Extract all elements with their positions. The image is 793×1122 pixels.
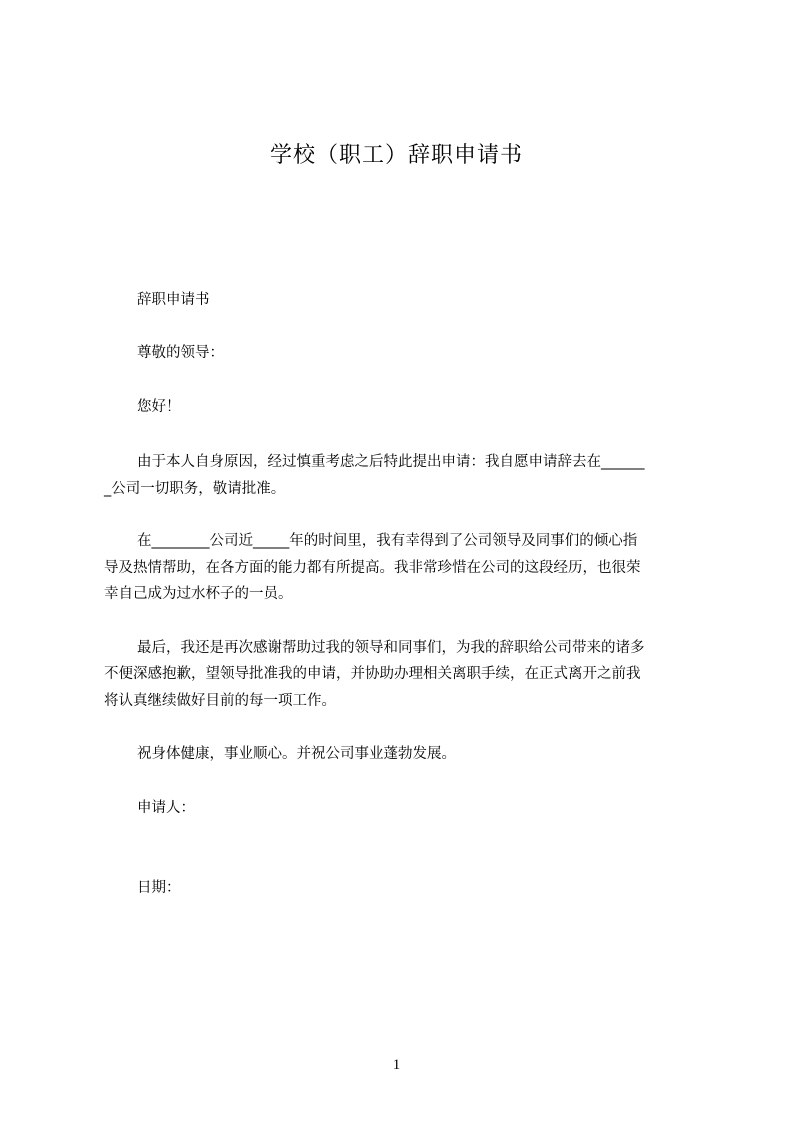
closing-wishes: 祝身体健康，事业顺心。并祝公司事业蓬勃发展。 xyxy=(137,746,456,762)
applicant-label: 申请人： xyxy=(137,800,195,816)
document-title: 学校（职工）辞职申请书 xyxy=(269,143,523,168)
paragraph-3-line-3: 将认真继续做好目前的每一项工作。 xyxy=(104,693,336,709)
paragraph-3-line-1: 最后，我还是再次感谢帮助过我的领导和同事们，为我的辞职给公司带来的诸多 xyxy=(137,640,645,656)
paragraph-1-line-2: _公司一切职务，敬请批准。 xyxy=(104,481,286,497)
paragraph-3-line-2: 不便深感抱歉，望领导批准我的申请，并协助办理相关离职手续，在正式离开之前我 xyxy=(104,666,641,682)
paragraph-1-line-1: 由于本人自身原因，经过慎重考虑之后特此提出申请：我自愿申请辞去在______ xyxy=(137,454,645,470)
letter-heading: 辞职申请书 xyxy=(137,292,210,308)
paragraph-2-line-1: 在________公司近_____年的时间里，我有幸得到了公司领导及同事们的倾心指 xyxy=(137,533,638,549)
page-number: 1 xyxy=(392,1057,401,1073)
salutation: 尊敬的领导： xyxy=(137,345,224,361)
greeting: 您好！ xyxy=(137,399,181,415)
paragraph-2-line-3: 幸自己成为过水杯子的一员。 xyxy=(104,586,293,602)
paragraph-2-line-2: 导及热情帮助，在各方面的能力都有所提高。我非常珍惜在公司的这段经历，也很荣 xyxy=(104,560,641,576)
date-label: 日期： xyxy=(137,880,181,896)
